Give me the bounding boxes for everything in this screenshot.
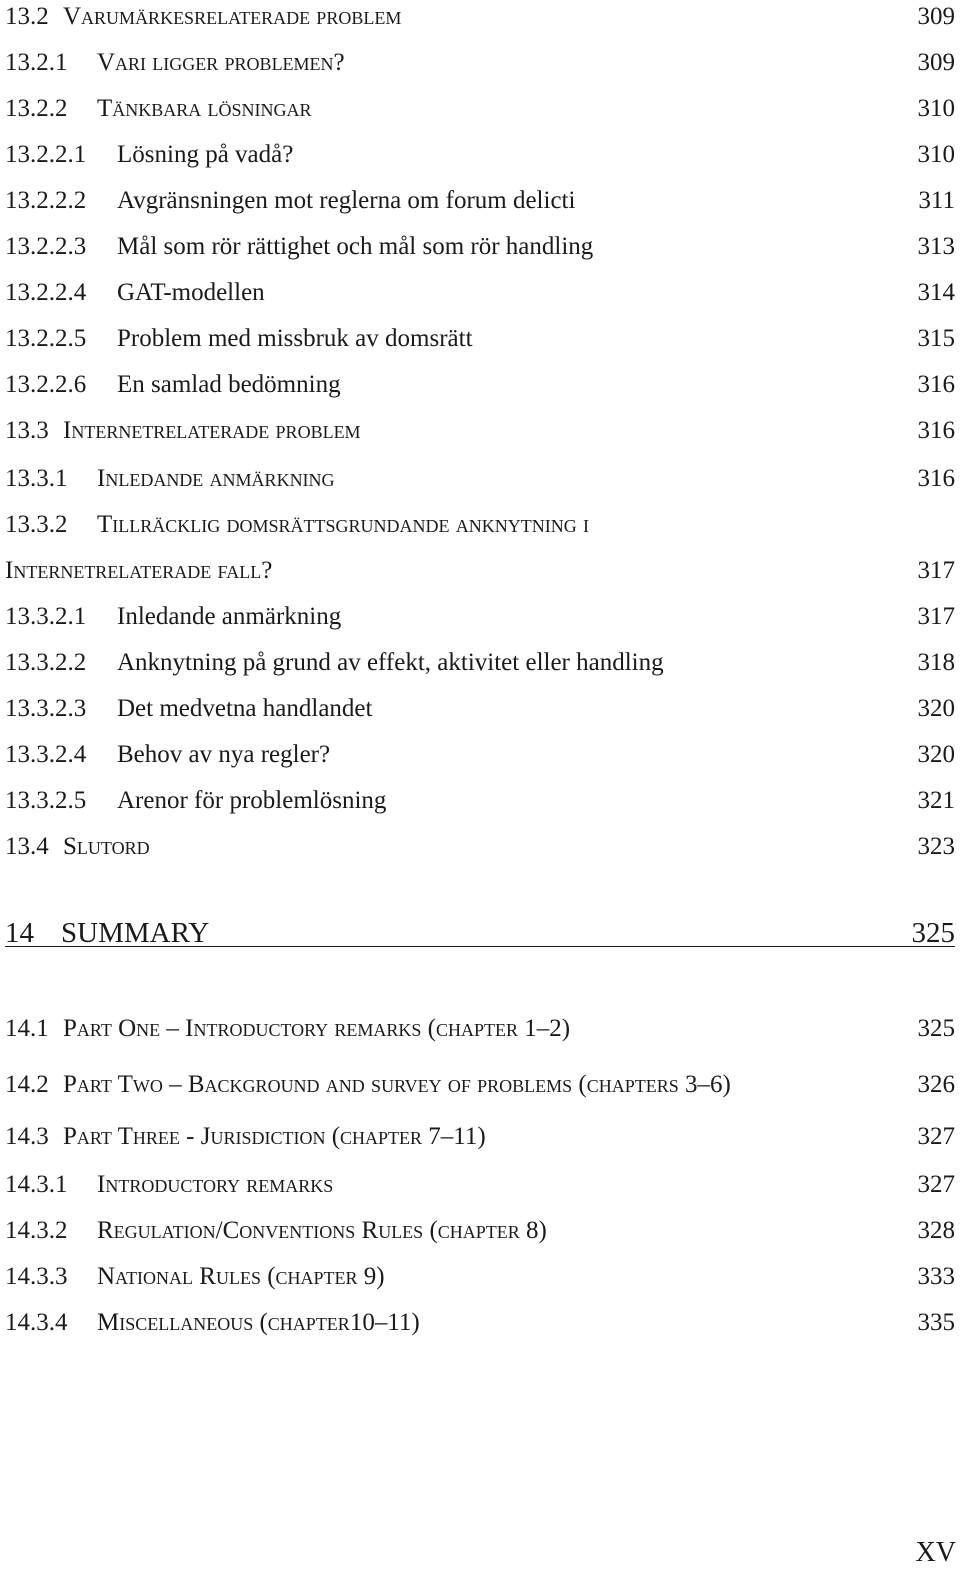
toc-entry-page: 320 [917, 741, 955, 768]
toc-entry-title: Problem med missbruk av domsrätt [117, 325, 473, 352]
toc-entry-number: 13.4 [5, 833, 49, 860]
toc-entry-page: 317 [917, 557, 955, 584]
toc-entry-page: 317 [917, 603, 955, 630]
toc-entry-title: National Rules (chapter 9) [97, 1263, 385, 1290]
toc-entry-number: 13.3 [5, 417, 49, 444]
toc-entry-title: Part Three - Jurisdiction (chapter 7–11) [63, 1123, 486, 1150]
toc-entry-title: Arenor för problemlösning [117, 787, 387, 814]
toc-entry-page: 321 [917, 787, 955, 814]
toc-entry-title: Anknytning på grund av effekt, aktivitet eller handling [117, 649, 664, 676]
toc-entry-page: 310 [917, 95, 955, 122]
toc-entry-page: 316 [917, 417, 955, 444]
toc-entry-number: 13.2.2 [5, 95, 68, 122]
toc-entry-page: 325 [917, 1015, 955, 1042]
toc-entry [5, 92, 955, 126]
toc-entry-title: Slutord [63, 833, 150, 860]
toc-entry-number: 13.2.2.5 [5, 325, 87, 352]
toc-entry-number: 14.3 [5, 1123, 49, 1150]
toc-entry-page: 309 [917, 3, 955, 30]
toc-entry-number: 14.3.3 [5, 1263, 68, 1290]
toc-entry-title: Tänkbara lösningar [97, 95, 312, 122]
toc-entry-number: 13.2.2.1 [5, 141, 87, 168]
toc-entry [5, 554, 955, 588]
toc-entry-title: Det medvetna handlandet [117, 695, 373, 722]
toc-entry [5, 322, 955, 356]
toc-entry [5, 230, 955, 264]
toc-chapter-heading [5, 916, 955, 950]
toc-entry-number: 13.2.2.6 [5, 371, 87, 398]
toc-entry-page: 316 [917, 465, 955, 492]
toc-entry-number: 13.3.2.4 [5, 741, 87, 768]
toc-entry-title: Miscellaneous (chapter10–11) [97, 1309, 420, 1336]
toc-entry-title: Part One – Introductory remarks (chapter 1–2) [63, 1015, 571, 1042]
toc-entry-page: 313 [917, 233, 955, 260]
toc-entry-page: 325 [911, 917, 955, 949]
toc-entry-title: Inledande anmärkning [97, 465, 335, 492]
toc-entry [5, 1260, 955, 1294]
toc-entry-number: 13.3.2.5 [5, 787, 87, 814]
toc-entry-number: 13.2.2.3 [5, 233, 87, 260]
toc-entry-number: 14.1 [5, 1015, 49, 1042]
toc-entry [5, 276, 955, 310]
toc-entry-title: En samlad bedömning [117, 371, 341, 398]
toc-entry-number: 13.2.1 [5, 49, 68, 76]
toc-entry [5, 784, 955, 818]
toc-entry [5, 46, 955, 80]
toc-entry-page: 310 [917, 141, 955, 168]
toc-entry [5, 830, 955, 864]
toc-entry-title: Regulation/Conventions Rules (chapter 8) [97, 1217, 547, 1244]
toc-entry [5, 1306, 955, 1340]
toc-entry-title: Lösning på vadå? [117, 141, 294, 168]
toc-entry-number: 13.3.2.2 [5, 649, 87, 676]
toc-entry-title: Avgränsningen mot reglerna om forum delicti [117, 187, 576, 214]
toc-entry-number: 13.2.2.2 [5, 187, 87, 214]
toc-entry-title: Mål som rör rättighet och mål som rör handling [117, 233, 594, 260]
toc-entry-page: 326 [917, 1071, 955, 1098]
toc-entry-number: 14.3.1 [5, 1171, 68, 1198]
toc-entry [5, 1214, 955, 1248]
toc-entry-number: 13.2.2.4 [5, 279, 87, 306]
toc-entry-page: 323 [917, 833, 955, 860]
toc-entry-page: 320 [917, 695, 955, 722]
toc-entry-page: 311 [918, 187, 955, 214]
toc-entry [5, 368, 955, 402]
toc-entry-page: 315 [917, 325, 955, 352]
toc-entry-title: Inledande anmärkning [117, 603, 342, 630]
toc-entry [5, 462, 955, 496]
toc-entry-number: 13.2 [5, 3, 49, 30]
toc-entry-title: Vari ligger problemen? [97, 49, 345, 76]
toc-entry [5, 646, 955, 680]
toc-entry-page: 327 [917, 1123, 955, 1150]
toc-entry [5, 0, 955, 34]
toc-entry-title: Introductory remarks [97, 1171, 334, 1198]
toc-entry-page: 316 [917, 371, 955, 398]
toc-entry-title: Varumärkesrelaterade problem [63, 3, 402, 30]
toc-entry [5, 692, 955, 726]
toc-entry-number: 14.2 [5, 1071, 49, 1098]
toc-entry-number: 14.3.4 [5, 1309, 68, 1336]
toc-entry-title: GAT-modellen [117, 279, 265, 306]
toc-entry [5, 1120, 955, 1154]
page-number-folio: XV [915, 1537, 956, 1568]
toc-entry-title: Behov av nya regler? [117, 741, 331, 768]
toc-entry-page: 335 [917, 1309, 955, 1336]
toc-entry-number: 13.3.2.3 [5, 695, 87, 722]
toc-entry [5, 508, 955, 542]
toc-entry [5, 600, 955, 634]
toc-entry-title: Internetrelaterade fall? [5, 557, 273, 584]
toc-entry-number: 13.3.2 [5, 511, 68, 538]
toc-entry [5, 738, 955, 772]
toc-entry-title: Tillräcklig domsrättsgrundande anknytning i [97, 511, 589, 538]
toc-entry-title: Part Two – Background and survey of problems (chapters 3–6) [63, 1071, 731, 1098]
toc-entry [5, 1168, 955, 1202]
toc-entry [5, 1068, 955, 1102]
toc-entry-number: 13.3.1 [5, 465, 68, 492]
toc-entry-number: 13.3.2.1 [5, 603, 87, 630]
chapter-underline [5, 946, 955, 947]
toc-entry-page: 318 [917, 649, 955, 676]
toc-entry-page: 333 [917, 1263, 955, 1290]
toc-entry [5, 138, 955, 172]
toc-entry-page: 328 [917, 1217, 955, 1244]
toc-entry-title: SUMMARY [61, 917, 210, 949]
toc-entry-number: 14.3.2 [5, 1217, 68, 1244]
toc-entry [5, 1012, 955, 1046]
toc-entry-number: 14 [5, 917, 34, 949]
toc-entry [5, 414, 955, 448]
toc-entry-page: 314 [917, 279, 955, 306]
toc-entry [5, 184, 955, 218]
toc-entry-page: 327 [917, 1171, 955, 1198]
toc-entry-page: 309 [917, 49, 955, 76]
toc-entry-title: Internetrelaterade problem [63, 417, 361, 444]
